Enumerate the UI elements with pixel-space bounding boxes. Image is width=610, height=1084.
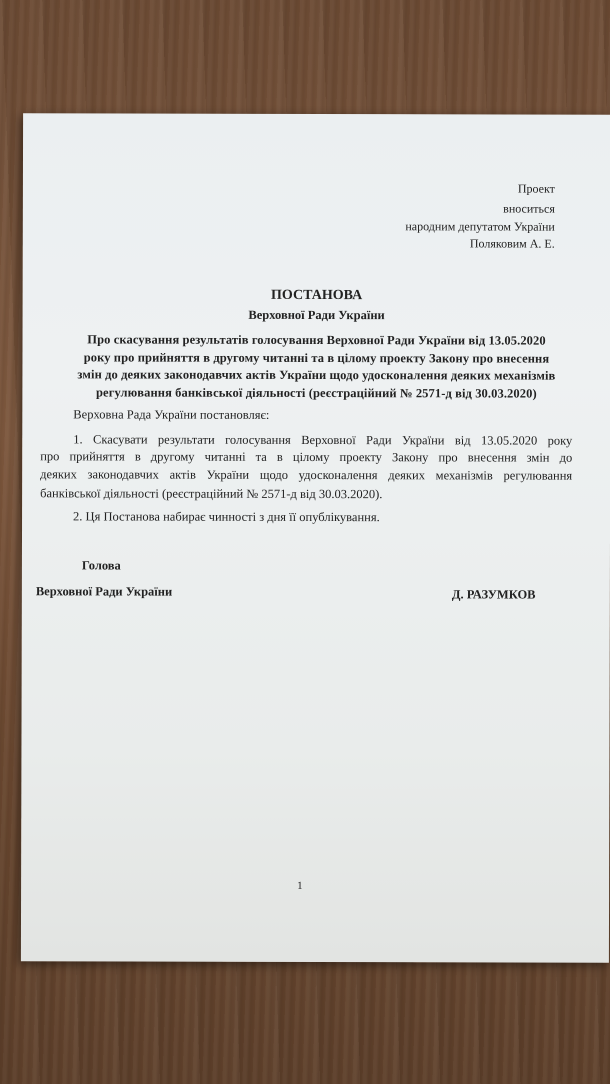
resolution-intro: Верховна Рада України постановляє: [73, 407, 270, 422]
header-deputy-role: народним депутатом України [405, 219, 555, 234]
signature-name: Д. РАЗУМКОВ [451, 587, 536, 602]
document-subtitle: Верховної Ради України [248, 307, 385, 323]
signature-role-title: Голова [81, 558, 121, 573]
header-submitted: вноситься [503, 201, 555, 216]
header-project: Проект [517, 181, 555, 196]
subject-line-2: року про прийняття в другому читанні та в цілому проекту Закону про внесення [83, 350, 550, 366]
item-1-line-2: про прийняття в другому читанні та в цілому проекту Закону про внесення змін до [40, 449, 573, 465]
subject-line-1: Про скасування результатів голосування Верховної Ради України від 13.05.2020 [87, 332, 546, 348]
document-page [21, 113, 610, 963]
item-1-line-1: 1. Скасувати результати голосування Верховної Ради України від 13.05.2020 року [73, 432, 573, 448]
subject-line-3: змін до деяких законодавчих актів України щодо удосконалення деяких механізмів [77, 367, 556, 383]
signature-role-body: Верховної Ради України [35, 584, 173, 599]
item-1-line-3: деяких законодавчих актів України щодо удосконалення деяких механізмів регулювання [40, 467, 573, 483]
item-1-line-4: банківської діяльності (реєстраційний № 2571-д від 30.03.2020). [40, 486, 383, 502]
subject-line-4: регулювання банківської діяльності (реєстраційний № 2571-д від 30.03.2020) [96, 385, 537, 401]
document-title: ПОСТАНОВА [271, 287, 363, 304]
item-2: 2. Ця Постанова набирає чинності з дня її опублікування. [73, 509, 380, 525]
page-number: 1 [297, 879, 303, 892]
header-deputy-name: Поляковим А. Е. [469, 236, 555, 251]
